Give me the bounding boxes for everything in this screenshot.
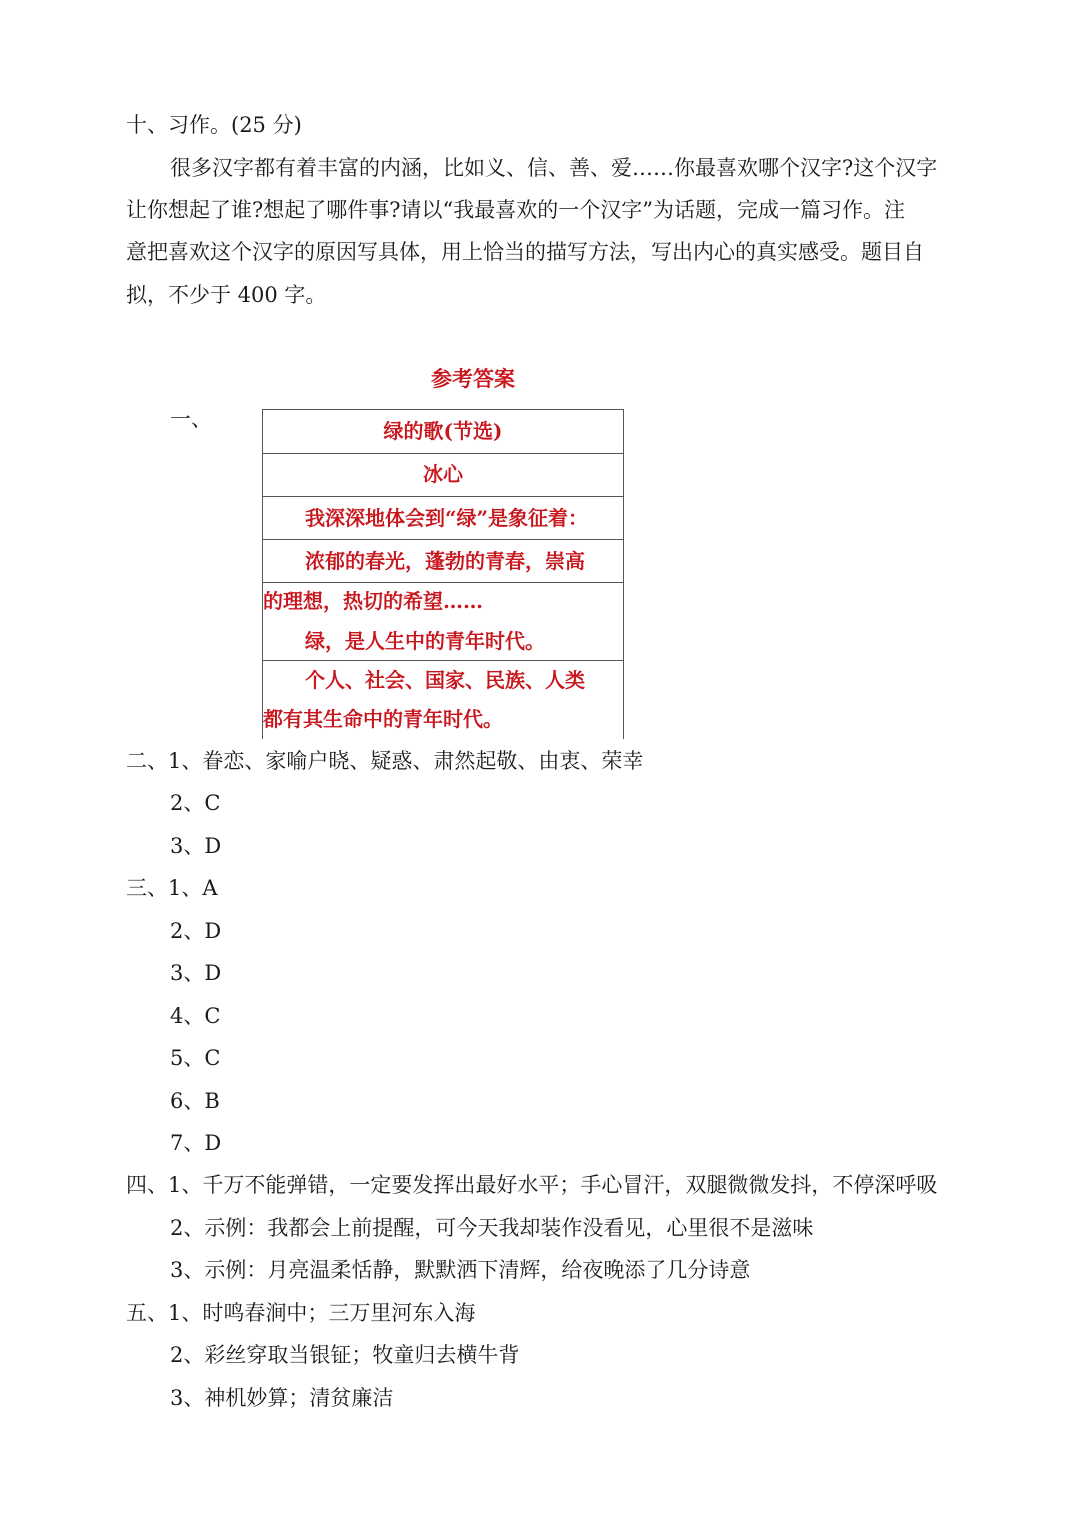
- answer-line: 三、1、A: [126, 876, 218, 900]
- answer-line: 2、彩丝穿取当银钲；牧童归去横牛背: [170, 1343, 520, 1367]
- poem-title: 绿的歌(节选): [383, 419, 503, 443]
- answer-line: 4、C: [170, 1004, 221, 1028]
- poem-line: 个人、社会、国家、民族、人类: [305, 668, 585, 692]
- poem-line: 浓郁的春光，蓬勃的青春，崇高: [305, 549, 585, 573]
- answer-line: 二、1、眷恋、家喻户晓、疑惑、肃然起敬、由衷、荣幸: [126, 749, 644, 773]
- section10-para-line: 意把喜欢这个汉字的原因写具体，用上恰当的描写方法，写出内心的真实感受。题目自: [126, 240, 924, 264]
- answer-line: 7、D: [170, 1131, 222, 1155]
- table-divider: [263, 660, 623, 661]
- poem-line: 都有其生命中的青年时代。: [263, 707, 503, 731]
- section10-para-line: 让你想起了谁?想起了哪件事?请以“我最喜欢的一个汉字”为话题，完成一篇习作。注: [126, 198, 905, 222]
- answer-line: 2、D: [170, 919, 222, 943]
- answer-line: 5、C: [170, 1046, 221, 1070]
- answer-line: 3、D: [170, 961, 222, 985]
- answer-one-label: 一、: [170, 407, 212, 431]
- table-divider: [263, 453, 623, 454]
- table-divider: [263, 496, 623, 497]
- answer-line: 2、C: [170, 791, 221, 815]
- poem-line: 我深深地体会到“绿”是象征着：: [305, 506, 589, 530]
- answer-line: 五、1、时鸣春涧中；三万里河东入海: [126, 1301, 476, 1325]
- answer-line: 2、示例：我都会上前提醒，可今天我却装作没看见，心里很不是滋味: [170, 1216, 814, 1240]
- answer-line: 3、示例：月亮温柔恬静，默默洒下清辉，给夜晚添了几分诗意: [170, 1258, 751, 1282]
- answers-title: 参考答案: [431, 366, 515, 391]
- answer-line: 3、D: [170, 834, 222, 858]
- poem-line: 的理想，热切的希望……: [263, 589, 483, 613]
- answer-line: 3、神机妙算；清贫廉洁: [170, 1386, 394, 1410]
- poem-author: 冰心: [423, 462, 463, 486]
- answer-line: 6、B: [170, 1089, 220, 1113]
- section10-heading: 十、习作。(25 分): [126, 113, 302, 137]
- section10-para-line: 很多汉字都有着丰富的内涵，比如义、信、善、爱……你最喜欢哪个汉字?这个汉字: [170, 156, 938, 180]
- table-divider: [263, 539, 623, 540]
- poem-table: [262, 409, 624, 739]
- table-divider: [263, 582, 623, 583]
- poem-line: 绿，是人生中的青年时代。: [305, 629, 545, 653]
- answer-line: 四、1、千万不能弹错，一定要发挥出最好水平；手心冒汗，双腿微微发抖，不停深呼吸: [126, 1173, 938, 1197]
- section10-para-line: 拟，不少于 400 字。: [126, 283, 327, 307]
